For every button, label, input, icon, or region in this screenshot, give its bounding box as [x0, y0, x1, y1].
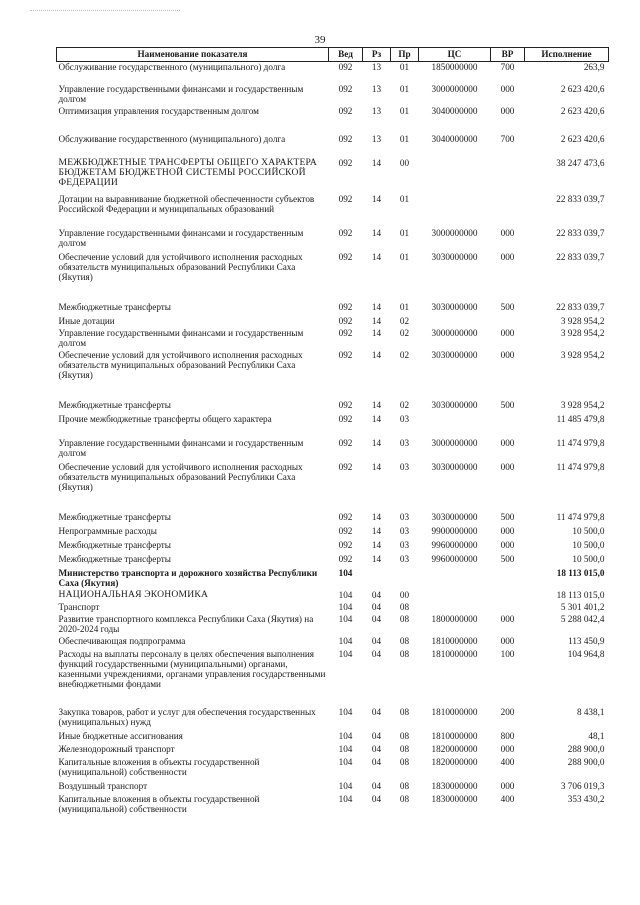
cell-cs: 3030000000	[431, 461, 478, 472]
table-row	[57, 158, 609, 194]
cell-vr: 000	[500, 105, 515, 116]
cell-ved: 104	[338, 601, 353, 612]
table-row	[57, 328, 609, 350]
cell-ved: 092	[338, 413, 353, 424]
cell-rz: 13	[371, 133, 382, 144]
cell-ved: 104	[338, 613, 353, 624]
cell-execution: 11 474 979,8	[556, 437, 605, 448]
cell-ved: 092	[338, 133, 353, 144]
cell-rz: 04	[371, 743, 382, 754]
cell-pr: 02	[399, 349, 410, 360]
cell-rz: 14	[371, 349, 382, 360]
cell-name: Развитие транспортного комплекса Республики Саха (Якутия) на 2020-2024 годы	[58, 613, 314, 634]
table-row	[57, 400, 609, 414]
cell-name: Воздушный транспорт	[58, 780, 148, 791]
cell-execution: 38 247 473,6	[556, 157, 605, 168]
cell-vr: 000	[500, 780, 515, 791]
cell-execution: 3 928 954,2	[560, 399, 605, 410]
cell-vr: 100	[500, 648, 515, 659]
cell-pr: 01	[399, 105, 410, 116]
cell-rz: 14	[371, 327, 382, 338]
cell-cs: 1820000000	[431, 743, 478, 754]
cell-ved: 092	[338, 315, 353, 326]
cell-vr	[491, 316, 525, 328]
cell-rz: 14	[371, 525, 382, 536]
cell-name: Расходы на выплаты персоналу в целях обеспечения выполнения функций государственными (муниципальными) органами, казенными учреждениями, органами управления государственными внебюджетными фондами	[58, 648, 326, 690]
cell-vr	[491, 602, 525, 614]
table-row	[57, 84, 609, 106]
cell-execution: 288 900,0	[567, 743, 605, 754]
table-body	[57, 62, 609, 818]
cell-vr	[491, 194, 525, 228]
cell-name: Управление государственными финансами и государственным долгом	[58, 437, 304, 458]
cell-cs: 1830000000	[431, 793, 478, 804]
cell-rz: 04	[371, 793, 382, 804]
table-row	[57, 438, 609, 462]
cell-vr: 000	[500, 743, 515, 754]
cell-cs: 1800000000	[431, 613, 478, 624]
cell-rz: 14	[371, 399, 382, 410]
cell-name: Железнодорожный транспорт	[58, 743, 175, 754]
cell-cs: 3040000000	[431, 133, 478, 144]
cell-rz: 04	[371, 706, 382, 717]
cell-ved: 092	[338, 327, 353, 338]
header-ved: Вед	[329, 48, 363, 62]
cell-cs	[419, 158, 491, 194]
cell-vr: 800	[500, 730, 515, 741]
cell-vr: 400	[500, 756, 515, 767]
cell-pr: 08	[399, 780, 410, 791]
cell-cs: 3000000000	[431, 327, 478, 338]
cell-name: Обеспечение условий для устойчивого исполнения расходных обязательств муниципальных образований Республики Саха (Якутия)	[58, 251, 303, 282]
table-row	[57, 794, 609, 818]
cell-execution: 3 928 954,2	[560, 315, 605, 326]
cell-ved: 092	[338, 227, 353, 238]
cell-execution: 3 706 019,3	[560, 780, 605, 791]
cell-ved: 092	[338, 301, 353, 312]
cell-pr: 01	[399, 227, 410, 238]
table-row	[57, 590, 609, 602]
cell-vr: 000	[500, 327, 515, 338]
cell-cs: 3030000000	[431, 399, 478, 410]
cell-pr: 08	[399, 706, 410, 717]
cell-vr: 000	[500, 227, 515, 238]
cell-pr: 01	[399, 193, 410, 204]
cell-execution: 10 500,0	[572, 525, 605, 536]
cell-cs: 1810000000	[431, 706, 478, 717]
cell-pr: 03	[399, 525, 410, 536]
cell-execution: 5 301 401,2	[560, 601, 605, 612]
cell-pr: 08	[399, 793, 410, 804]
table-row	[57, 228, 609, 252]
cell-cs: 3030000000	[431, 301, 478, 312]
cell-rz: 14	[371, 251, 382, 262]
cell-cs: 3000000000	[431, 83, 478, 94]
cell-name: НАЦИОНАЛЬНАЯ ЭКОНОМИКА	[58, 589, 209, 600]
cell-vr	[491, 590, 525, 602]
cell-cs	[419, 316, 491, 328]
table-row	[57, 414, 609, 438]
header-cs: ЦС	[419, 48, 491, 62]
table-row	[57, 350, 609, 400]
cell-rz: 13	[371, 62, 382, 72]
cell-rz: 14	[371, 301, 382, 312]
cell-execution: 113 450,9	[568, 635, 605, 646]
cell-pr: 03	[399, 553, 410, 564]
cell-vr: 000	[500, 635, 515, 646]
cell-pr: 08	[399, 730, 410, 741]
cell-vr: 700	[500, 133, 515, 144]
cell-ved: 104	[338, 756, 353, 767]
cell-ved: 104	[338, 780, 353, 791]
cell-vr	[491, 158, 525, 194]
cell-ved: 104	[338, 743, 353, 754]
cell-vr: 500	[500, 553, 515, 564]
cell-execution: 18 113 015,0	[556, 589, 605, 600]
cell-pr: 01	[399, 62, 410, 72]
cell-pr: 08	[399, 601, 410, 612]
cell-cs	[419, 414, 491, 438]
table-row	[57, 252, 609, 302]
table-row	[57, 568, 609, 590]
cell-ved: 092	[338, 461, 353, 472]
cell-execution: 104 964,8	[567, 648, 605, 659]
cell-ved: 092	[338, 193, 353, 204]
cell-pr: 08	[399, 756, 410, 767]
cell-cs: 1850000000	[431, 62, 478, 72]
budget-table-container	[56, 47, 608, 818]
cell-cs: 3040000000	[431, 105, 478, 116]
table-row	[57, 636, 609, 649]
cell-pr: 00	[399, 589, 410, 600]
cell-cs: 1830000000	[431, 780, 478, 791]
cell-cs: 9900000000	[431, 525, 478, 536]
table-header-row	[57, 48, 609, 62]
cell-execution: 2 623 420,6	[560, 133, 605, 144]
table-row	[57, 302, 609, 316]
cell-pr	[391, 568, 419, 590]
cell-rz: 14	[371, 157, 382, 168]
table-row	[57, 62, 609, 84]
cell-ved: 104	[338, 567, 353, 578]
cell-vr: 000	[500, 613, 515, 624]
cell-rz: 14	[371, 193, 382, 204]
cell-cs	[419, 590, 491, 602]
cell-name: Закупка товаров, работ и услуг для обеспечения государственных (муниципальных) нужд	[58, 706, 316, 727]
cell-vr: 500	[500, 511, 515, 522]
cell-name: Иные бюджетные ассигнования	[58, 730, 183, 741]
cell-execution: 11 474 979,8	[556, 511, 605, 522]
cell-name: Капитальные вложения в объекты государственной (муниципальной) собственности	[58, 756, 260, 777]
cell-name: МЕЖБЮДЖЕТНЫЕ ТРАНСФЕРТЫ ОБЩЕГО ХАРАКТЕРА БЮДЖЕТАМ БЮДЖЕТНОЙ СИСТЕМЫ РОССИЙСКОЙ ФЕДЕРАЦИИ	[58, 157, 317, 188]
table-row	[57, 512, 609, 526]
cell-name: Межбюджетные трансферты	[58, 511, 171, 522]
table-row	[57, 781, 609, 794]
cell-name: Обеспечение условий для устойчивого исполнения расходных обязательств муниципальных образований Республики Саха (Якутия)	[58, 349, 303, 380]
cell-rz: 04	[371, 613, 382, 624]
cell-pr: 01	[399, 133, 410, 144]
cell-pr: 03	[399, 539, 410, 550]
cell-cs: 3030000000	[431, 349, 478, 360]
cell-execution: 353 430,2	[567, 793, 605, 804]
cell-rz: 04	[371, 780, 382, 791]
cell-ved: 092	[338, 437, 353, 448]
cell-ved: 092	[338, 349, 353, 360]
cell-execution: 48,1	[588, 730, 605, 741]
cell-execution: 8 438,1	[576, 706, 605, 717]
cell-cs: 1810000000	[431, 648, 478, 659]
cell-ved: 104	[338, 648, 353, 659]
cell-execution: 2 623 420,6	[560, 83, 605, 94]
header-vr: ВР	[491, 48, 525, 62]
cell-cs: 3000000000	[431, 437, 478, 448]
table-row	[57, 316, 609, 328]
cell-rz: 04	[371, 589, 382, 600]
table-row	[57, 602, 609, 614]
cell-cs: 3030000000	[431, 251, 478, 262]
cell-cs: 3000000000	[431, 227, 478, 238]
cell-rz: 14	[371, 461, 382, 472]
cell-vr	[491, 414, 525, 438]
cell-pr: 01	[399, 301, 410, 312]
cell-name: Управление государственными финансами и государственным долгом	[58, 227, 304, 248]
cell-rz: 14	[371, 511, 382, 522]
cell-rz: 14	[371, 227, 382, 238]
cell-name: Обеспечение условий для устойчивого исполнения расходных обязательств муниципальных образований Республики Саха (Якутия)	[58, 461, 303, 492]
cell-ved: 092	[338, 251, 353, 262]
cell-rz: 14	[371, 315, 382, 326]
cell-name: Прочие межбюджетные трансферты общего характера	[58, 413, 272, 424]
cell-execution: 263,9	[583, 62, 605, 72]
cell-execution: 11 485 479,8	[556, 413, 605, 424]
table-row	[57, 526, 609, 540]
cell-cs: 1820000000	[431, 756, 478, 767]
cell-rz: 14	[371, 553, 382, 564]
table-row	[57, 462, 609, 512]
cell-pr: 01	[399, 83, 410, 94]
cell-ved: 092	[338, 511, 353, 522]
cell-ved: 092	[338, 539, 353, 550]
cell-ved: 104	[338, 730, 353, 741]
cell-name: Оптимизация управления государственным долгом	[58, 105, 259, 116]
cell-name: Межбюджетные трансферты	[58, 539, 171, 550]
cell-name: Иные дотации	[58, 315, 115, 326]
cell-cs	[419, 194, 491, 228]
page-number: 39	[314, 34, 326, 46]
cell-vr: 500	[500, 301, 515, 312]
cell-pr: 08	[399, 635, 410, 646]
cell-vr: 000	[500, 83, 515, 94]
header-execution: Исполнение	[525, 48, 609, 62]
table-row	[57, 194, 609, 228]
cell-ved: 104	[338, 706, 353, 717]
cell-rz: 04	[371, 756, 382, 767]
table-row	[57, 707, 609, 731]
table-row	[57, 134, 609, 158]
cell-name: Межбюджетные трансферты	[58, 553, 171, 564]
cell-execution: 10 500,0	[572, 553, 605, 564]
cell-cs	[419, 568, 491, 590]
cell-execution: 22 833 039,7	[556, 227, 605, 238]
table-row	[57, 731, 609, 744]
cell-cs: 1810000000	[431, 730, 478, 741]
cell-ved: 092	[338, 553, 353, 564]
cell-execution: 3 928 954,2	[560, 327, 605, 338]
cell-vr: 000	[500, 349, 515, 360]
cell-pr: 03	[399, 437, 410, 448]
cell-execution: 3 928 954,2	[560, 349, 605, 360]
cell-vr: 000	[500, 437, 515, 448]
cell-rz: 04	[371, 730, 382, 741]
cell-ved: 092	[338, 105, 353, 116]
cell-pr: 08	[399, 613, 410, 624]
cell-vr: 400	[500, 793, 515, 804]
header-rz: Рз	[363, 48, 391, 62]
cell-execution: 22 833 039,7	[556, 301, 605, 312]
cell-cs: 3030000000	[431, 511, 478, 522]
cell-name: Непрограммные расходы	[58, 525, 157, 536]
cell-execution: 288 900,0	[567, 756, 605, 767]
cell-name: Дотации на выравнивание бюджетной обеспеченности субъектов Российской Федерации и муниципальных образований	[58, 193, 315, 214]
table-row	[57, 649, 609, 707]
cell-vr: 500	[500, 399, 515, 410]
cell-pr: 02	[399, 327, 410, 338]
cell-pr: 03	[399, 461, 410, 472]
cell-execution: 18 113 015,0	[556, 567, 605, 578]
table-row	[57, 540, 609, 554]
cell-ved: 092	[338, 62, 353, 72]
cell-cs: 9960000000	[431, 553, 478, 564]
cell-vr: 200	[500, 706, 515, 717]
cell-pr: 08	[399, 648, 410, 659]
cell-execution: 2 623 420,6	[560, 105, 605, 116]
cell-rz: 04	[371, 601, 382, 612]
scan-artifact-line	[30, 10, 180, 12]
cell-pr: 00	[399, 157, 410, 168]
table-row	[57, 106, 609, 134]
cell-name: Межбюджетные трансферты	[58, 399, 171, 410]
cell-pr: 02	[399, 315, 410, 326]
cell-name: Обеспечивающая подпрограмма	[58, 635, 186, 646]
cell-rz: 14	[371, 437, 382, 448]
cell-vr: 000	[500, 251, 515, 262]
cell-rz: 04	[371, 648, 382, 659]
cell-pr: 03	[399, 413, 410, 424]
cell-execution: 11 474 979,8	[556, 461, 605, 472]
header-pr: Пр	[391, 48, 419, 62]
cell-cs: 1810000000	[431, 635, 478, 646]
cell-execution: 10 500,0	[572, 539, 605, 550]
cell-vr: 700	[500, 62, 515, 72]
cell-pr: 01	[399, 251, 410, 262]
table-row	[57, 614, 609, 636]
cell-execution: 22 833 039,7	[556, 251, 605, 262]
cell-rz	[363, 568, 391, 590]
cell-ved: 104	[338, 793, 353, 804]
cell-name: Межбюджетные трансферты	[58, 301, 171, 312]
cell-rz: 04	[371, 635, 382, 646]
cell-vr	[491, 568, 525, 590]
cell-name: Транспорт	[58, 601, 100, 612]
table-row	[57, 757, 609, 781]
cell-execution: 22 833 039,7	[556, 193, 605, 204]
cell-ved: 104	[338, 589, 353, 600]
cell-cs: 9960000000	[431, 539, 478, 550]
cell-pr: 03	[399, 511, 410, 522]
cell-vr: 000	[500, 525, 515, 536]
cell-name: Управление государственными финансами и государственным долгом	[58, 327, 304, 348]
cell-vr: 000	[500, 461, 515, 472]
cell-execution: 5 288 042,4	[560, 613, 605, 624]
cell-rz: 14	[371, 539, 382, 550]
cell-ved: 092	[338, 399, 353, 410]
cell-ved: 092	[338, 525, 353, 536]
cell-cs	[419, 602, 491, 614]
cell-ved: 104	[338, 635, 353, 646]
cell-vr: 000	[500, 539, 515, 550]
budget-table	[56, 47, 609, 818]
cell-rz: 13	[371, 105, 382, 116]
cell-pr: 08	[399, 743, 410, 754]
cell-rz: 13	[371, 83, 382, 94]
cell-name: Капитальные вложения в объекты государственной (муниципальной) собственности	[58, 793, 260, 814]
cell-name: Министерство транспорта и дорожного хозяйства Республики Саха (Якутия)	[58, 567, 318, 588]
cell-ved: 092	[338, 157, 353, 168]
cell-name: Обслуживание государственного (муниципального) долга	[58, 62, 286, 72]
header-name: Наименование показателя	[57, 48, 329, 62]
table-row	[57, 554, 609, 568]
cell-ved: 092	[338, 83, 353, 94]
cell-rz: 14	[371, 413, 382, 424]
cell-name: Обслуживание государственного (муниципального) долга	[58, 133, 286, 144]
cell-pr: 02	[399, 399, 410, 410]
cell-name: Управление государственными финансами и государственным долгом	[58, 83, 304, 104]
table-row	[57, 744, 609, 757]
table-header	[57, 48, 609, 62]
